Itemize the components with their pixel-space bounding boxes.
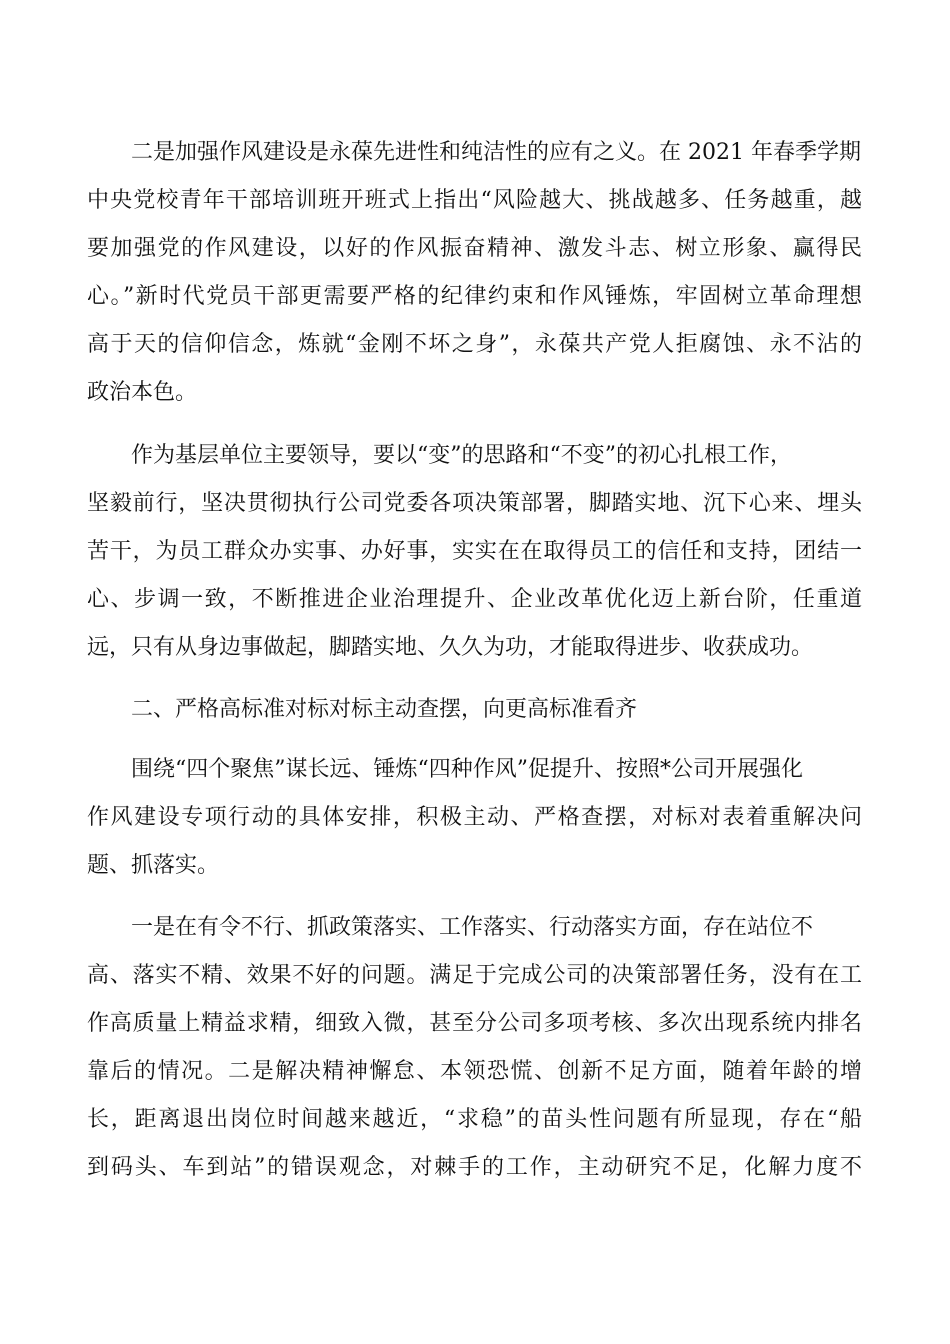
text-line: 要加强党的作风建设，以好的作风振奋精神、激发斗志、树立形象、赢得民	[87, 236, 862, 261]
text-line: 高、落实不精、效果不好的问题。满足于完成公司的决策部署任务，没有在工	[87, 963, 862, 988]
text-line: 远，只有从身边事做起，脚踏实地、久久为功，才能取得进步、收获成功。	[87, 635, 814, 660]
text-line: 坚毅前行，坚决贯彻执行公司党委各项决策部署，脚踏实地、沉下心来、埋头	[87, 491, 862, 516]
text-line: 二是加强作风建设是永葆先进性和纯洁性的应有之义。在 2021 年春季学期	[131, 140, 861, 165]
text-line: 心、步调一致，不断推进企业治理提升、企业改革优化迈上新台阶，任重道	[87, 587, 862, 612]
text-line: 题、抓落实。	[87, 853, 220, 878]
text-line: 作为基层单位主要领导，要以“变”的思路和“不变”的初心扎根工作，	[131, 443, 792, 468]
text-line: 苦干，为员工群众办实事、办好事，实实在在取得员工的信任和支持，团结一	[87, 539, 862, 564]
section-heading: 二、严格高标准对标对标主动查摆，向更高标准看齐	[131, 697, 638, 722]
text-line: 政治本色。	[87, 380, 198, 405]
text-line: 到码头、车到站”的错误观念，对棘手的工作，主动研究不足，化解力度不	[87, 1155, 862, 1180]
text-line: 一是在有令不行、抓政策落实、工作落实、行动落实方面，存在站位不	[131, 915, 814, 940]
text-line: 心。”新时代党员干部更需要严格的纪律约束和作风锤炼，牢固树立革命理想	[87, 284, 862, 309]
text-line: 高于天的信仰信念，炼就“金刚不坏之身”，永葆共产党人拒腐蚀、永不沾的	[87, 332, 862, 357]
text-line: 长，距离退出岗位时间越来越近，“求稳”的苗头性问题有所显现，存在“船	[87, 1107, 862, 1132]
text-line: 靠后的情况。二是解决精神懈怠、本领恐慌、创新不足方面，随着年龄的增	[87, 1059, 862, 1084]
text-line: 中央党校青年干部培训班开班式上指出“风险越大、挑战越多、任务越重，越	[87, 188, 862, 213]
text-line: 作风建设专项行动的具体安排，积极主动、严格查摆，对标对表着重解决问	[87, 805, 862, 830]
text-line: 作高质量上精益求精，细致入微，甚至分公司多项考核、多次出现系统内排名	[87, 1011, 862, 1036]
text-line: 围绕“四个聚焦”谋长远、锤炼“四种作风”促提升、按照*公司开展强化	[131, 757, 803, 782]
